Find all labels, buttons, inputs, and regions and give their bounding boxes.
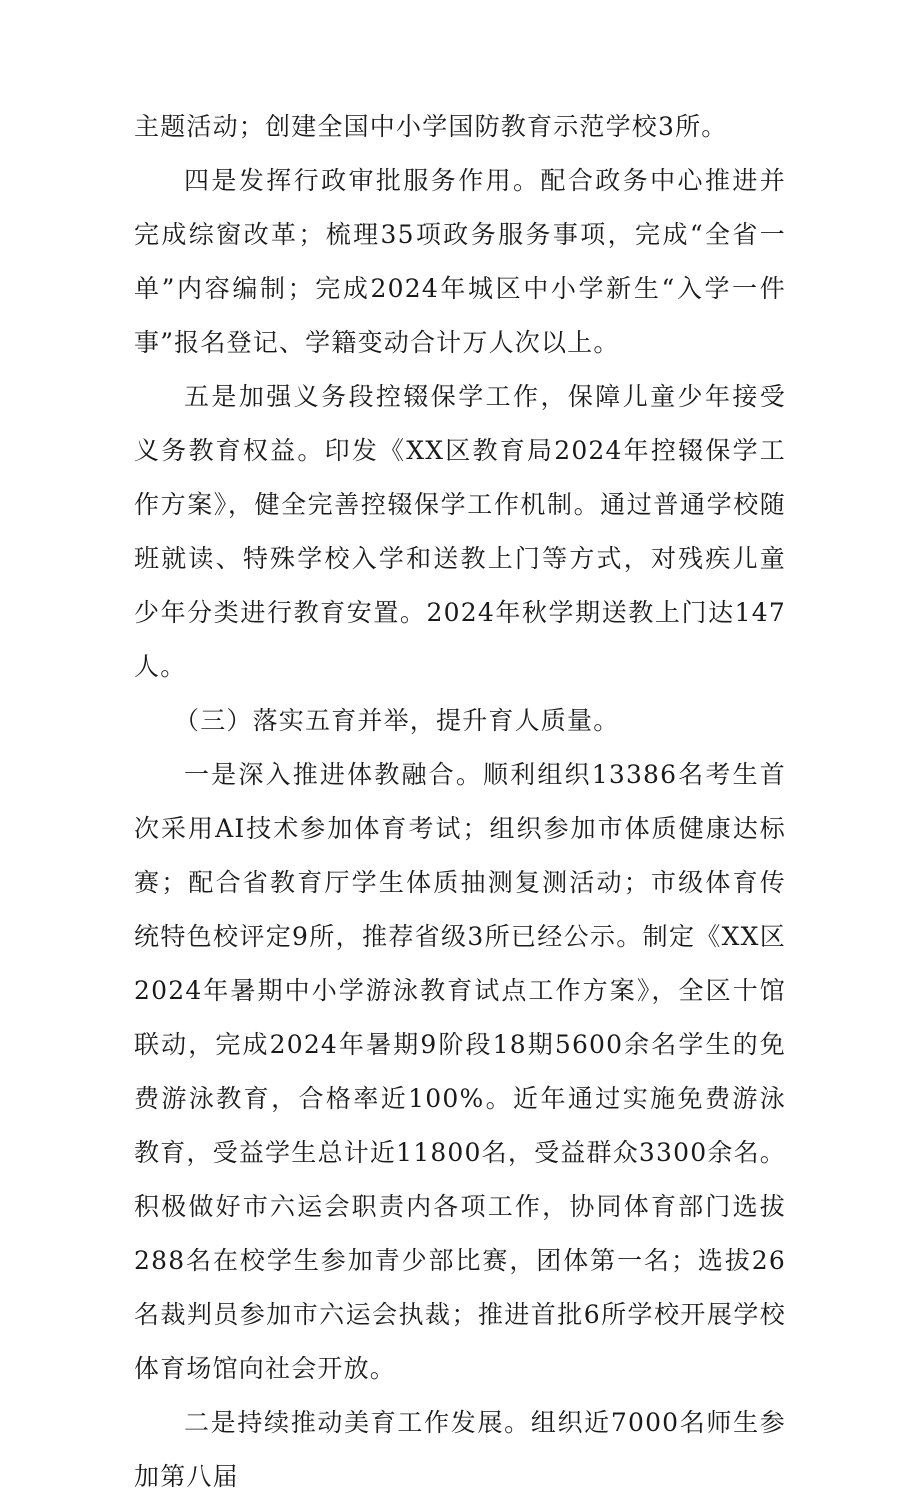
document-body — [134, 100, 786, 1504]
paragraph-continuation: 主题活动；创建全国中小学国防教育示范学校3所。 — [134, 112, 728, 141]
section-heading: （三）落实五育并举，提升育人质量。 — [174, 706, 620, 735]
paragraph-aesthetic-education: 二是持续推动美育工作发展。组织近7000名师生参加第八届 — [134, 1408, 786, 1491]
paragraph-admin-approval: 四是发挥行政审批服务作用。配合政务中心推进并完成综窗改革；梳理35项政务服务事项，完成“全省一单”内容编制；完成2024年城区中小学新生“入学一件事”报名登记、学籍变动合计万人次以上。 — [134, 166, 786, 357]
paragraph-sports-education: 一是深入推进体教融合。顺利组织13386名考生首次采用AI技术参加体育考试；组织参加市体质健康达标赛；配合省教育厅学生体质抽测复测活动；市级体育传统特色校评定9所，推荐省级3所已经公示。制定《XX区2024年暑期中小学游泳教育试点工作方案》，全区十馆联动，完成2024年暑期9阶段18期5600余名学生的免费游泳教育，合格率近100%。近年通过实施免费游泳教育，受益学生总计近11800名，受益群众3300余名。积极做好市六运会职责内各项工作，协同体育部门选拔288名在校学生参加青少部比赛，团体第一名；选拔26名裁判员参加市六运会执裁；推进首批6所学校开展学校体育场馆向社会开放。 — [134, 760, 786, 1383]
paragraph-dropout-control: 五是加强义务段控辍保学工作，保障儿童少年接受义务教育权益。印发《XX区教育局2024年控辍保学工作方案》，健全完善控辍保学工作机制。通过普通学校随班就读、特殊学校入学和送教上门等方式，对残疾儿童少年分类进行教育安置。2024年秋学期送教上门达147人。 — [134, 382, 786, 681]
